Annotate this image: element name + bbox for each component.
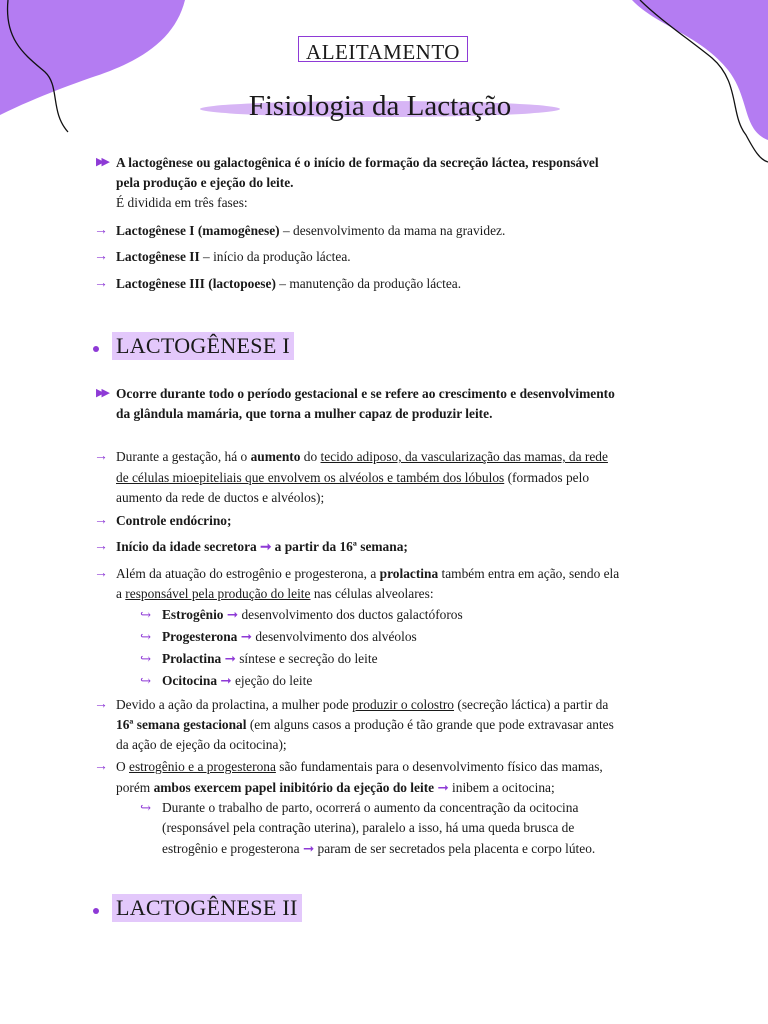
arrow-right-icon: → — [94, 566, 108, 581]
top-left-curve — [8, 0, 68, 132]
intro-line-1: A lactogênese ou galactogênica é o início de formação da secreção láctea, responsável — [116, 155, 599, 170]
section-intro-line-2: da glândula mamária, que torna a mulher capaz de produzir leite. — [116, 406, 493, 421]
arrow-right-icon: ➞ — [302, 841, 315, 856]
hook-arrow-icon: ↪ — [140, 651, 151, 666]
section-intro-line-1: Ocorre durante todo o período gestacional e se refere ao crescimento e desenvolvimento — [116, 386, 615, 401]
bullet-icon — [93, 908, 99, 914]
arrow-right-icon: → — [94, 276, 108, 291]
hormone-item: Estrogênio ➞ desenvolvimento dos ductos galactóforos — [162, 607, 463, 622]
hormone-item: Prolactina ➞ síntese e secreção do leite — [162, 651, 378, 666]
arrow-right-icon: ➞ — [260, 539, 272, 554]
paragraph-line: estrogênio e progesterona ➞ param de ser secretados pela placenta e corpo lúteo. — [162, 841, 596, 856]
page-title: Fisiologia da Lactação — [248, 90, 512, 122]
section-tag: ALEITAMENTO — [298, 36, 468, 62]
arrow-right-icon: ➞ — [437, 780, 449, 795]
arrow-right-icon: → — [94, 697, 108, 712]
title-block — [200, 86, 560, 130]
section-heading: LACTOGÊNESE II — [112, 894, 302, 922]
arrow-right-icon: ➞ — [224, 651, 236, 666]
arrow-right-icon: → — [94, 223, 108, 238]
top-right-curve — [640, 0, 768, 162]
arrow-right-icon: → — [94, 759, 108, 774]
paragraph-line: a responsável pela produção do leite nas células alveolares: — [116, 586, 434, 601]
paragraph-line: Durante o trabalho de parto, ocorrerá o aumento da concentração da ocitocina — [162, 800, 579, 815]
top-right-blob — [632, 0, 768, 140]
double-arrow-icon: ▶▶ — [96, 156, 107, 168]
hook-arrow-icon: ↪ — [140, 629, 151, 644]
intro-line-2: pela produção e ejeção do leite. — [116, 175, 294, 190]
paragraph-line: da ação de ejeção da ocitocina); — [116, 737, 287, 752]
paragraph-line: (responsável pela contração uterina), paralelo a isso, há uma queda brusca de — [162, 820, 575, 835]
phase-item: Lactogênese III (lactopoese) – manutenção da produção láctea. — [116, 276, 462, 291]
paragraph-line: O estrogênio e a progesterona são fundamentais para o desenvolvimento físico das mamas, — [116, 759, 603, 774]
arrow-right-icon: ➞ — [240, 629, 252, 644]
phase-item: Lactogênese I (mamogênese) – desenvolvimento da mama na gravidez. — [116, 223, 506, 238]
paragraph-line: Devido a ação da prolactina, a mulher pode produzir o colostro (secreção láctica) a partir da — [116, 697, 609, 712]
paragraph-line: aumento da rede de ductos e alvéolos); — [116, 490, 325, 505]
double-arrow-icon: ▶▶ — [96, 387, 107, 399]
phase-item: Lactogênese II – início da produção láctea. — [116, 249, 351, 264]
paragraph-line: Além da atuação do estrogênio e progesterona, a prolactina também entra em ação, sendo ela — [116, 566, 620, 581]
top-left-blob — [0, 0, 185, 115]
arrow-right-icon: → — [94, 449, 108, 464]
hormone-item: Progesterona ➞ desenvolvimento dos alvéolos — [162, 629, 417, 644]
paragraph-line: Início da idade secretora ➞ a partir da 16ª semana; — [116, 539, 408, 554]
hook-arrow-icon: ↪ — [140, 800, 151, 815]
hook-arrow-icon: ↪ — [140, 673, 151, 688]
arrow-right-icon: ➞ — [226, 607, 239, 622]
hormone-item: Ocitocina ➞ ejeção do leite — [162, 673, 313, 688]
arrow-right-icon: → — [94, 513, 108, 528]
bullet-icon — [93, 346, 99, 352]
arrow-right-icon: ➞ — [220, 673, 232, 688]
paragraph-line: porém ambos exercem papel inibitório da ejeção do leite ➞ inibem a ocitocina; — [116, 780, 555, 795]
paragraph-line: 16ª semana gestacional (em alguns casos a produção é tão grande que pode extravasar antes — [116, 717, 614, 732]
paragraph-line: de células mioepiteliais que envolvem os alvéolos e também dos lóbulos (formados pelo — [116, 470, 590, 485]
arrow-right-icon: → — [94, 539, 108, 554]
arrow-right-icon: → — [94, 249, 108, 264]
hook-arrow-icon: ↪ — [140, 607, 151, 622]
paragraph-line: Durante a gestação, há o aumento do tecido adiposo, da vascularização das mamas, da rede — [116, 449, 608, 464]
paragraph-line: Controle endócrino; — [116, 513, 232, 528]
intro-line-3: É dividida em três fases: — [116, 195, 248, 210]
section-heading: LACTOGÊNESE I — [112, 332, 294, 360]
